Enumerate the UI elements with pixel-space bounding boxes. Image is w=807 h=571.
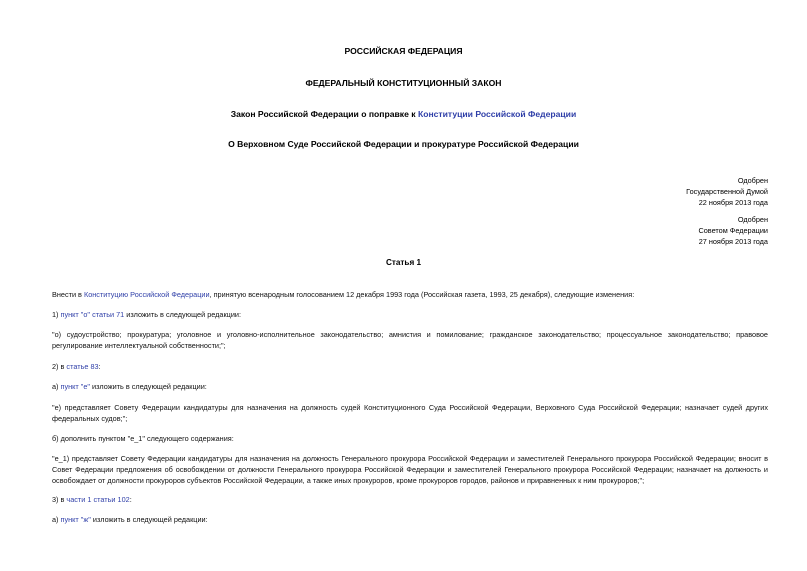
- item-3: [52, 494, 768, 505]
- approval-body: Государственной Думой: [686, 187, 768, 196]
- constitution-link-inline[interactable]: Конституцию Российской Федерации: [83, 290, 210, 299]
- approval-body: Советом Федерации: [698, 226, 768, 235]
- approval-federation-council: [698, 214, 768, 247]
- article-102-link[interactable]: статьи 102: [93, 495, 130, 504]
- document-country: РОССИЙСКАЯ ФЕДЕРАЦИЯ: [344, 46, 463, 56]
- item-2a-text: "е) представляет Совету Федерации кандидатуры для назначения на должность судей Конституционного Суда Российской Федерации, Верховного Суда Российской Федерации; назначает судей других федеральных судов;";: [52, 403, 768, 424]
- part-1-link[interactable]: части 1: [66, 495, 92, 504]
- point-e-link[interactable]: пункт "е": [60, 382, 91, 391]
- approval-date: 27 ноября 2013 года: [698, 237, 768, 246]
- document-law-type: ФЕДЕРАЛЬНЫЙ КОНСТИТУЦИОННЫЙ ЗАКОН: [305, 78, 502, 88]
- item-3-num: 3) в: [52, 495, 67, 504]
- item-2b: б) дополнить пунктом "е_1" следующего содержания:: [52, 434, 234, 443]
- item-3a-prefix: а): [52, 515, 61, 524]
- item-2a-prefix: а): [52, 382, 61, 391]
- item-2b-text: "е_1) представляет Совету Федерации кандидатуры для назначения на должность Генерального прокурора Российской Федерации и заместителей Генерального прокурора Российской Федерации; вносит в Совет Федерации предложения об освобождении от должности Генерального прокурора Российской Федерации и заместителей Генерального прокурора Российской Федерации; назначает на должность и освобождает от должности прокуроров субъектов Российской Федерации, а также иных прокуроров, кроме прокуроров городов, районов и приравненных к ним прокуроров;";: [52, 454, 768, 486]
- item-3-suffix: :: [129, 495, 132, 504]
- item-1: [52, 309, 768, 320]
- item-2: [52, 361, 768, 372]
- article-83-link[interactable]: статье 83: [66, 362, 99, 371]
- point-o-link[interactable]: пункт "о": [60, 310, 91, 319]
- item-1-suffix: изложить в следующей редакции:: [124, 310, 242, 319]
- law-title-prefix: Закон Российской Федерации о поправке к: [230, 109, 418, 119]
- item-2-num: 2) в: [52, 362, 67, 371]
- approval-duma: [686, 175, 768, 208]
- constitution-link[interactable]: Конституции Российской Федерации: [417, 109, 577, 119]
- item-2-suffix: :: [98, 362, 101, 371]
- document-subject: О Верховном Суде Российской Федерации и прокуратуре Российской Федерации: [228, 139, 579, 149]
- item-1-num: 1): [52, 310, 61, 319]
- intro-suffix: , принятую всенародным голосованием 12 декабря 1993 года (Российская газета, 1993, 25 декабря), следующие изменения:: [209, 290, 635, 299]
- approval-date: 22 ноября 2013 года: [698, 198, 768, 207]
- article-intro: [52, 289, 768, 300]
- approval-label: Одобрен: [737, 176, 768, 185]
- article-71-link[interactable]: статьи 71: [92, 310, 125, 319]
- point-zh-link[interactable]: пункт "ж": [60, 515, 91, 524]
- intro-prefix: Внести в: [52, 290, 84, 299]
- item-1-text: "о) судоустройство; прокуратура; уголовное и уголовно-исполнительное законодательство; амнистия и помилование; гражданское законодательство; процессуальное законодательство; правовое регулирование интеллектуальной собственности;";: [52, 330, 768, 351]
- item-3a-suffix: изложить в следующей редакции:: [90, 515, 208, 524]
- item-2a: [52, 381, 768, 392]
- item-3a: [52, 514, 768, 525]
- item-2a-suffix: изложить в следующей редакции:: [90, 382, 207, 391]
- approval-label: Одобрен: [737, 215, 768, 224]
- document-law-title: [0, 109, 807, 119]
- article-title: Статья 1: [385, 258, 422, 267]
